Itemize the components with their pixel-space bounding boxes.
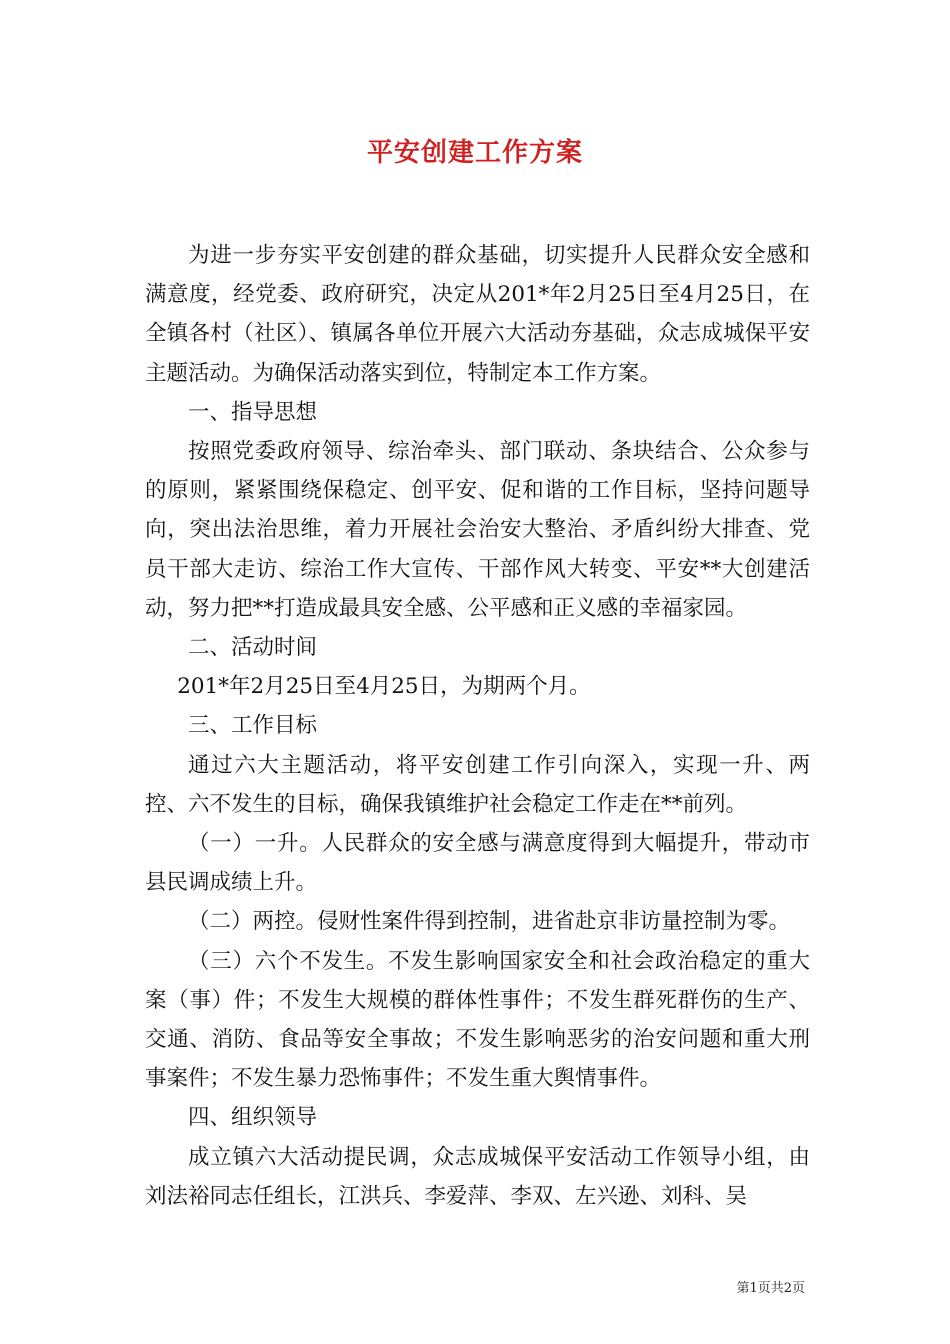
paragraph-goal-two: （二）两控。侵财性案件得到控制，进省赴京非访量控制为零。	[188, 909, 791, 935]
paragraph-goal-one: （一）一升。人民群众的安全感与满意度得到大幅提升，带动市县民调成绩上升。	[145, 831, 810, 896]
paragraph-intro: 为进一步夯实平安创建的群众基础，切实提升人民群众安全感和满意度，经党委、政府研究，决定从201*年2月25日至4月25日，在全镇各村（社区）、镇属各单位开展六大活动夯基础，众志成城保平安主题活动。为确保活动落实到位，特制定本工作方案。	[145, 243, 810, 386]
document-title: 平安创建工作方案	[366, 138, 583, 168]
heading-work-goals: 三、工作目标	[188, 713, 318, 739]
paragraph-activity-time: 201*年2月25日至4月25日，为期两个月。	[177, 674, 591, 700]
paragraph-guiding-ideology: 按照党委政府领导、综治牵头、部门联动、条块结合、公众参与的原则，紧紧围绕保稳定、创平安、促和谐的工作目标，坚持问题导向，突出法治思维，着力开展社会治安大整治、矛盾纠纷大排查、党员干部大走访、综治工作大宣传、干部作风大转变、平安**大创建活动，努力把**打造成最具安全感、公平感和正义感的幸福家园。	[145, 439, 810, 621]
heading-activity-time: 二、活动时间	[188, 635, 318, 661]
paragraph-work-goals: 通过六大主题活动，将平安创建工作引向深入，实现一升、两控、六不发生的目标，确保我镇维护社会稳定工作走在**前列。	[145, 752, 810, 817]
heading-guiding-ideology: 一、指导思想	[188, 399, 318, 425]
page-number: 第1页共2页	[736, 1281, 805, 1296]
paragraph-organization: 成立镇六大活动提民调，众志成城保平安活动工作领导小组，由刘法裕同志任组长，江洪兵、李爱萍、李双、左兴逊、刘科、吴	[145, 1144, 810, 1209]
heading-organization: 四、组织领导	[188, 1105, 318, 1131]
document-body	[145, 236, 810, 1216]
paragraph-goal-six: （三）六个不发生。不发生影响国家安全和社会政治稳定的重大案（事）件；不发生大规模的群体性事件；不发生群死群伤的生产、交通、消防、食品等安全事故；不发生影响恶劣的治安问题和重大刑事案件；不发生暴力恐怖事件；不发生重大舆情事件。	[145, 948, 810, 1092]
